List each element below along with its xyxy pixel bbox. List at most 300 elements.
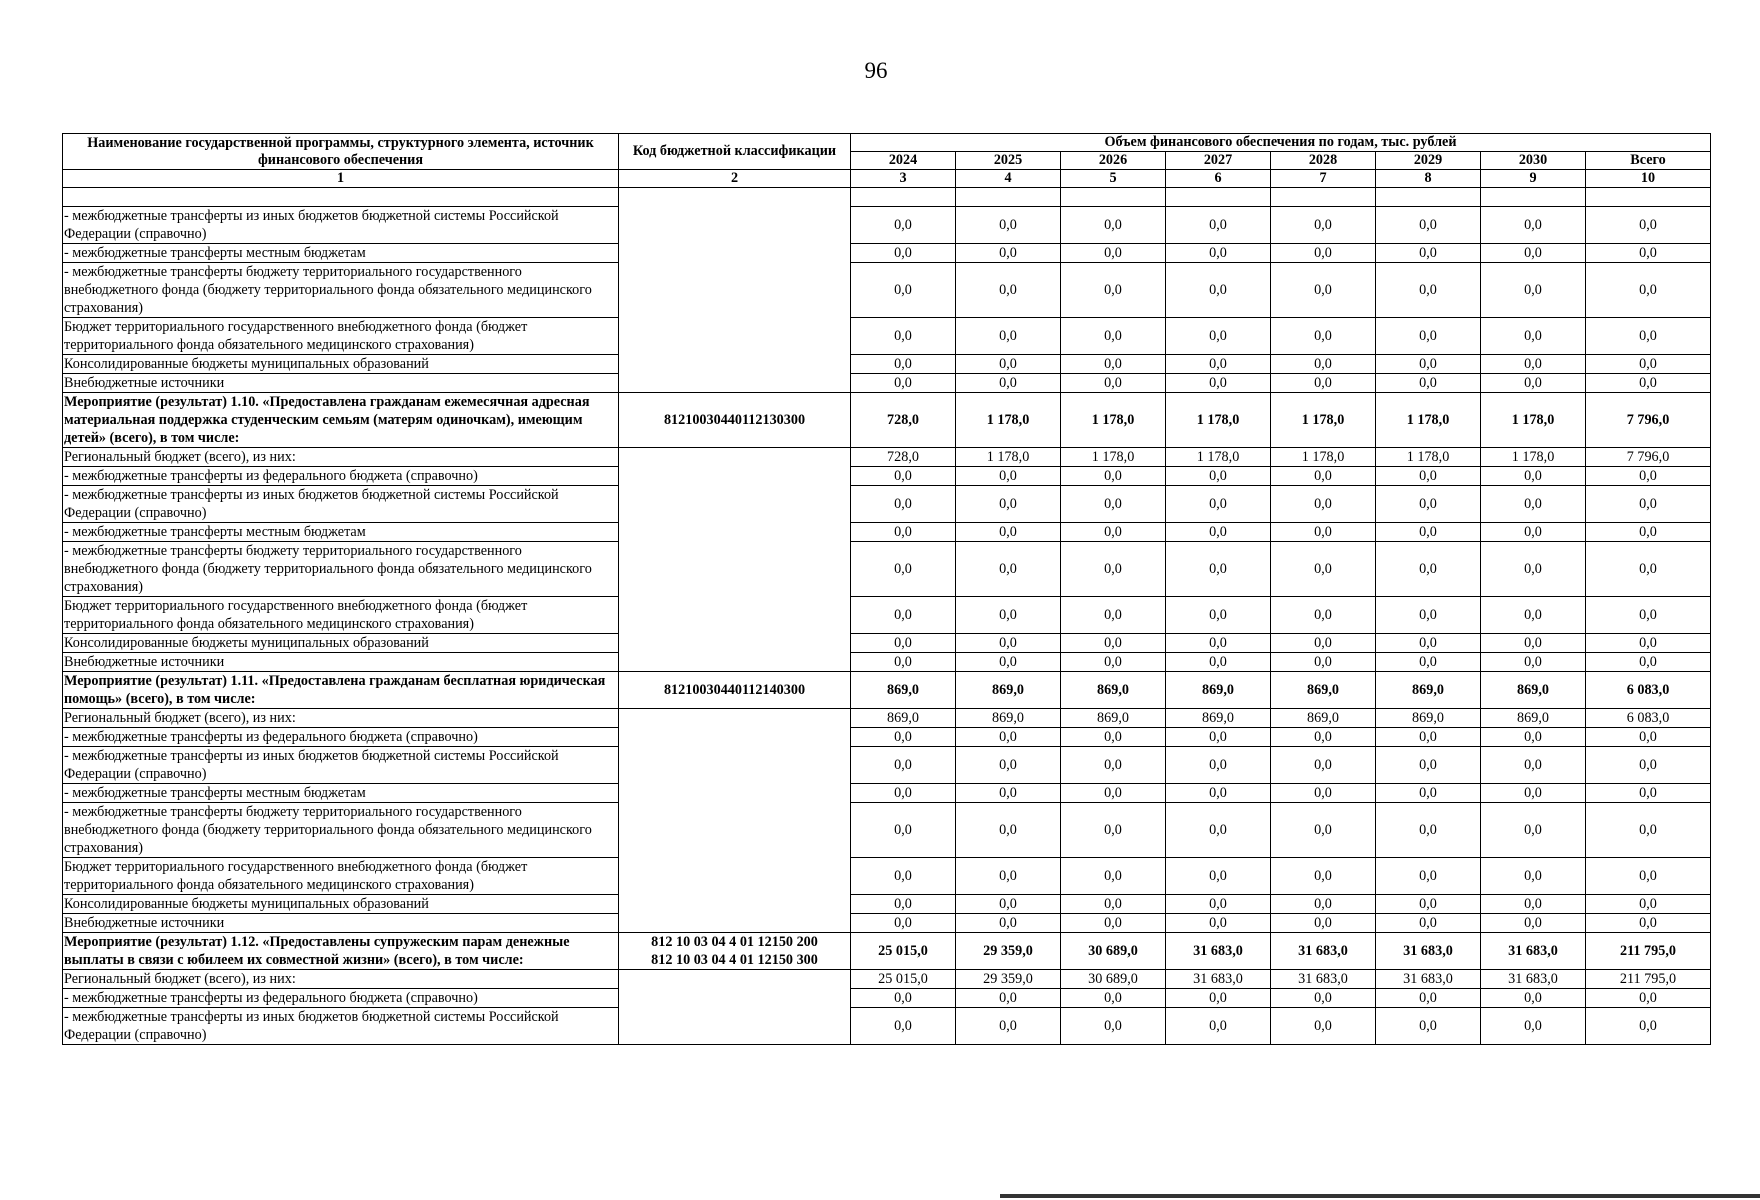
year-value-cell: 0,0 — [851, 634, 956, 653]
year-value-cell: 0,0 — [851, 542, 956, 597]
year-value-cell: 1 178,0 — [1166, 448, 1271, 467]
year-value-cell: 0,0 — [851, 858, 956, 895]
row-name-cell: - межбюджетные трансферты бюджету территориального государственного внебюджетного фонда (бюджету территориального фонда обязательного медицинского страхования) — [63, 263, 619, 318]
total-value-cell: 0,0 — [1586, 263, 1711, 318]
year-value-cell: 0,0 — [1481, 914, 1586, 933]
header-year: 2026 — [1061, 152, 1166, 170]
year-value-cell — [1271, 188, 1376, 207]
year-value-cell: 0,0 — [851, 207, 956, 244]
total-value-cell: 0,0 — [1586, 914, 1711, 933]
year-value-cell: 0,0 — [1061, 895, 1166, 914]
budget-code: 812 10 03 04 4 01 12150 200 — [651, 934, 818, 950]
year-value-cell: 0,0 — [1166, 244, 1271, 263]
year-value-cell: 31 683,0 — [1481, 970, 1586, 989]
total-value-cell: 0,0 — [1586, 1008, 1711, 1045]
table-row — [63, 709, 1711, 728]
year-value-cell: 0,0 — [1271, 914, 1376, 933]
year-value-cell: 0,0 — [1376, 542, 1481, 597]
total-value-cell: 6 083,0 — [1586, 709, 1711, 728]
row-name-cell: - межбюджетные трансферты из иных бюджетов бюджетной системы Российской Федерации (справочно) — [63, 747, 619, 784]
row-name-cell: Мероприятие (результат) 1.12. «Предоставлены супружеским парам денежные выплаты в связи с юбилеем их совместной жизни» (всего), в том числе: — [63, 933, 619, 970]
year-value-cell: 1 178,0 — [1271, 448, 1376, 467]
year-value-cell: 0,0 — [1166, 467, 1271, 486]
header-year: 2025 — [956, 152, 1061, 170]
year-value-cell: 0,0 — [1271, 207, 1376, 244]
header-year: 2024 — [851, 152, 956, 170]
year-value-cell: 869,0 — [956, 672, 1061, 709]
year-value-cell: 0,0 — [1166, 318, 1271, 355]
year-value-cell: 0,0 — [1271, 486, 1376, 523]
row-name-cell: Региональный бюджет (всего), из них: — [63, 709, 619, 728]
header-year: 2027 — [1166, 152, 1271, 170]
year-value-cell: 0,0 — [1481, 542, 1586, 597]
year-value-cell: 0,0 — [1061, 318, 1166, 355]
year-value-cell: 869,0 — [1166, 672, 1271, 709]
year-value-cell: 728,0 — [851, 448, 956, 467]
year-value-cell: 869,0 — [1271, 672, 1376, 709]
year-value-cell: 0,0 — [956, 784, 1061, 803]
year-value-cell: 0,0 — [1166, 523, 1271, 542]
row-name-cell: - межбюджетные трансферты местным бюджетам — [63, 244, 619, 263]
year-value-cell: 0,0 — [956, 318, 1061, 355]
table-row — [63, 263, 1711, 318]
year-value-cell: 869,0 — [1271, 709, 1376, 728]
year-value-cell: 1 178,0 — [1271, 393, 1376, 448]
year-value-cell — [1481, 188, 1586, 207]
year-value-cell: 29 359,0 — [956, 970, 1061, 989]
year-value-cell: 0,0 — [956, 803, 1061, 858]
year-value-cell: 0,0 — [1481, 747, 1586, 784]
row-name-cell: - межбюджетные трансферты местным бюджетам — [63, 523, 619, 542]
column-number: 8 — [1376, 170, 1481, 188]
year-value-cell: 0,0 — [1271, 263, 1376, 318]
year-value-cell: 25 015,0 — [851, 933, 956, 970]
row-name-cell: Региональный бюджет (всего), из них: — [63, 448, 619, 467]
year-value-cell: 0,0 — [956, 728, 1061, 747]
year-value-cell: 0,0 — [851, 895, 956, 914]
year-value-cell: 869,0 — [1166, 709, 1271, 728]
table-row — [63, 188, 1711, 207]
budget-code-cell — [619, 933, 851, 970]
event-row — [63, 933, 1711, 970]
table-header — [63, 134, 1711, 188]
year-value-cell: 0,0 — [956, 486, 1061, 523]
year-value-cell: 0,0 — [1376, 989, 1481, 1008]
table-row — [63, 355, 1711, 374]
year-value-cell: 0,0 — [1061, 803, 1166, 858]
year-value-cell: 728,0 — [851, 393, 956, 448]
year-value-cell: 0,0 — [1166, 747, 1271, 784]
year-value-cell: 0,0 — [1166, 653, 1271, 672]
table-row — [63, 486, 1711, 523]
year-value-cell: 0,0 — [1481, 244, 1586, 263]
year-value-cell: 0,0 — [1376, 914, 1481, 933]
total-value-cell: 0,0 — [1586, 747, 1711, 784]
year-value-cell: 0,0 — [1166, 728, 1271, 747]
column-number: 2 — [619, 170, 851, 188]
header-name-column: Наименование государственной программы, структурного элемента, источник финансового обеспечения — [63, 134, 619, 170]
year-value-cell: 0,0 — [1061, 263, 1166, 318]
year-value-cell: 869,0 — [1481, 709, 1586, 728]
page-number: 96 — [864, 58, 888, 83]
year-value-cell: 0,0 — [1061, 728, 1166, 747]
year-value-cell: 0,0 — [1061, 914, 1166, 933]
column-number: 7 — [1271, 170, 1376, 188]
total-value-cell: 0,0 — [1586, 318, 1711, 355]
year-value-cell: 0,0 — [1061, 244, 1166, 263]
year-value-cell: 0,0 — [1376, 858, 1481, 895]
budget-code-cell — [619, 672, 851, 709]
year-value-cell: 0,0 — [1376, 803, 1481, 858]
budget-code-cell — [619, 188, 851, 393]
total-value-cell: 0,0 — [1586, 374, 1711, 393]
year-value-cell: 0,0 — [851, 914, 956, 933]
year-value-cell: 869,0 — [851, 709, 956, 728]
year-value-cell: 0,0 — [851, 355, 956, 374]
year-value-cell: 0,0 — [1061, 858, 1166, 895]
year-value-cell: 0,0 — [1271, 653, 1376, 672]
year-value-cell: 0,0 — [851, 989, 956, 1008]
table-row — [63, 784, 1711, 803]
year-value-cell: 869,0 — [1061, 672, 1166, 709]
table-row — [63, 803, 1711, 858]
year-value-cell: 0,0 — [1481, 858, 1586, 895]
total-value-cell: 0,0 — [1586, 895, 1711, 914]
year-value-cell: 0,0 — [1271, 784, 1376, 803]
column-number: 10 — [1586, 170, 1711, 188]
budget-code-cell — [619, 393, 851, 448]
column-number: 4 — [956, 170, 1061, 188]
year-value-cell: 0,0 — [851, 1008, 956, 1045]
year-value-cell: 0,0 — [1376, 728, 1481, 747]
year-value-cell — [1166, 188, 1271, 207]
total-value-cell: 0,0 — [1586, 803, 1711, 858]
table-row — [63, 448, 1711, 467]
year-value-cell: 0,0 — [851, 263, 956, 318]
year-value-cell: 1 178,0 — [1481, 393, 1586, 448]
row-name-cell: Консолидированные бюджеты муниципальных образований — [63, 895, 619, 914]
year-value-cell: 0,0 — [956, 263, 1061, 318]
row-name-cell: Бюджет территориального государственного внебюджетного фонда (бюджет территориального фонда обязательного медицинского страхования) — [63, 318, 619, 355]
year-value-cell: 0,0 — [851, 374, 956, 393]
row-name-cell: Внебюджетные источники — [63, 374, 619, 393]
year-value-cell: 0,0 — [1481, 597, 1586, 634]
column-number: 1 — [63, 170, 619, 188]
year-value-cell: 1 178,0 — [1481, 448, 1586, 467]
row-name-cell: - межбюджетные трансферты из иных бюджетов бюджетной системы Российской Федерации (справочно) — [63, 1008, 619, 1045]
header-year: 2029 — [1376, 152, 1481, 170]
year-value-cell — [851, 188, 956, 207]
year-value-cell: 0,0 — [956, 597, 1061, 634]
year-value-cell: 0,0 — [956, 914, 1061, 933]
year-value-cell: 0,0 — [1271, 634, 1376, 653]
budget-code-cell — [619, 709, 851, 933]
row-name-cell: - межбюджетные трансферты бюджету территориального государственного внебюджетного фонда (бюджету территориального фонда обязательного медицинского страхования) — [63, 542, 619, 597]
year-value-cell: 0,0 — [956, 989, 1061, 1008]
year-value-cell: 0,0 — [956, 244, 1061, 263]
year-value-cell: 0,0 — [851, 244, 956, 263]
year-value-cell: 0,0 — [1376, 263, 1481, 318]
year-value-cell: 0,0 — [956, 634, 1061, 653]
row-name-cell: - межбюджетные трансферты из федерального бюджета (справочно) — [63, 728, 619, 747]
table-row — [63, 970, 1711, 989]
row-name-cell: Региональный бюджет (всего), из них: — [63, 970, 619, 989]
total-value-cell: 0,0 — [1586, 989, 1711, 1008]
year-value-cell: 31 683,0 — [1271, 933, 1376, 970]
budget-code: 81210030440112130300 — [663, 412, 806, 428]
year-value-cell: 0,0 — [1166, 895, 1271, 914]
year-value-cell: 25 015,0 — [851, 970, 956, 989]
year-value-cell: 0,0 — [1481, 1008, 1586, 1045]
row-name-cell: Бюджет территориального государственного внебюджетного фонда (бюджет территориального фонда обязательного медицинского страхования) — [63, 858, 619, 895]
year-value-cell: 0,0 — [1166, 914, 1271, 933]
year-value-cell: 0,0 — [1166, 355, 1271, 374]
year-value-cell: 31 683,0 — [1376, 933, 1481, 970]
year-value-cell: 0,0 — [851, 728, 956, 747]
header-year: 2028 — [1271, 152, 1376, 170]
row-name-cell: Консолидированные бюджеты муниципальных образований — [63, 355, 619, 374]
year-value-cell — [956, 188, 1061, 207]
row-name-cell: Внебюджетные источники — [63, 653, 619, 672]
year-value-cell: 0,0 — [1376, 244, 1481, 263]
total-value-cell: 0,0 — [1586, 467, 1711, 486]
event-row — [63, 672, 1711, 709]
year-value-cell: 0,0 — [1061, 374, 1166, 393]
year-value-cell: 0,0 — [1166, 486, 1271, 523]
year-value-cell: 0,0 — [1481, 803, 1586, 858]
year-value-cell: 0,0 — [1271, 244, 1376, 263]
year-value-cell: 0,0 — [1376, 467, 1481, 486]
year-value-cell: 1 178,0 — [956, 448, 1061, 467]
year-value-cell: 0,0 — [1061, 355, 1166, 374]
year-value-cell: 0,0 — [1271, 1008, 1376, 1045]
year-value-cell: 0,0 — [1271, 989, 1376, 1008]
table-row — [63, 914, 1711, 933]
table-row — [63, 597, 1711, 634]
table-row — [63, 634, 1711, 653]
year-value-cell: 0,0 — [1271, 523, 1376, 542]
year-value-cell: 0,0 — [956, 467, 1061, 486]
year-value-cell: 869,0 — [851, 672, 956, 709]
year-value-cell: 0,0 — [956, 523, 1061, 542]
year-value-cell: 0,0 — [1271, 318, 1376, 355]
year-value-cell: 0,0 — [1166, 207, 1271, 244]
column-number: 3 — [851, 170, 956, 188]
total-value-cell: 0,0 — [1586, 634, 1711, 653]
year-value-cell: 869,0 — [1481, 672, 1586, 709]
year-value-cell: 0,0 — [1271, 803, 1376, 858]
year-value-cell: 0,0 — [851, 597, 956, 634]
year-value-cell: 0,0 — [1166, 989, 1271, 1008]
year-value-cell: 1 178,0 — [1376, 393, 1481, 448]
year-value-cell: 0,0 — [1481, 784, 1586, 803]
table-row — [63, 467, 1711, 486]
total-value-cell: 7 796,0 — [1586, 448, 1711, 467]
table-row — [63, 1008, 1711, 1045]
year-value-cell: 0,0 — [1166, 858, 1271, 895]
year-value-cell: 0,0 — [1481, 263, 1586, 318]
year-value-cell: 0,0 — [956, 653, 1061, 672]
year-value-cell: 1 178,0 — [1376, 448, 1481, 467]
year-value-cell: 0,0 — [1061, 653, 1166, 672]
year-value-cell: 0,0 — [1271, 747, 1376, 784]
year-value-cell: 0,0 — [1061, 989, 1166, 1008]
year-value-cell: 0,0 — [1376, 374, 1481, 393]
total-value-cell: 0,0 — [1586, 597, 1711, 634]
year-value-cell: 29 359,0 — [956, 933, 1061, 970]
year-value-cell: 0,0 — [851, 318, 956, 355]
year-value-cell: 0,0 — [1376, 207, 1481, 244]
total-value-cell: 0,0 — [1586, 523, 1711, 542]
year-value-cell: 0,0 — [1061, 784, 1166, 803]
year-value-cell: 0,0 — [1166, 374, 1271, 393]
row-name-cell: - межбюджетные трансферты местным бюджетам — [63, 784, 619, 803]
year-value-cell: 0,0 — [1376, 634, 1481, 653]
row-name-cell: - межбюджетные трансферты из иных бюджетов бюджетной системы Российской Федерации (справочно) — [63, 486, 619, 523]
year-value-cell: 0,0 — [851, 653, 956, 672]
year-value-cell: 31 683,0 — [1271, 970, 1376, 989]
year-value-cell: 0,0 — [956, 355, 1061, 374]
year-value-cell — [1376, 188, 1481, 207]
year-value-cell: 31 683,0 — [1166, 970, 1271, 989]
year-value-cell: 869,0 — [1376, 672, 1481, 709]
table-row — [63, 207, 1711, 244]
budget-code: 81210030440112140300 — [663, 682, 806, 698]
year-value-cell: 0,0 — [851, 784, 956, 803]
year-value-cell: 0,0 — [1271, 895, 1376, 914]
year-value-cell: 1 178,0 — [956, 393, 1061, 448]
year-value-cell: 869,0 — [1061, 709, 1166, 728]
year-value-cell: 0,0 — [1271, 467, 1376, 486]
total-value-cell: 0,0 — [1586, 784, 1711, 803]
table-row — [63, 728, 1711, 747]
year-value-cell: 0,0 — [1376, 597, 1481, 634]
year-value-cell: 0,0 — [956, 207, 1061, 244]
year-value-cell: 0,0 — [1376, 318, 1481, 355]
year-value-cell: 30 689,0 — [1061, 933, 1166, 970]
budget-code-cell — [619, 448, 851, 672]
year-value-cell: 0,0 — [851, 467, 956, 486]
total-value-cell: 0,0 — [1586, 858, 1711, 895]
year-value-cell: 0,0 — [1481, 653, 1586, 672]
year-value-cell: 0,0 — [851, 523, 956, 542]
year-value-cell: 1 178,0 — [1061, 393, 1166, 448]
year-value-cell: 0,0 — [1061, 467, 1166, 486]
year-value-cell: 0,0 — [1481, 728, 1586, 747]
total-value-cell: 0,0 — [1586, 728, 1711, 747]
year-value-cell: 0,0 — [1481, 895, 1586, 914]
year-value-cell: 0,0 — [1166, 542, 1271, 597]
total-value-cell: 0,0 — [1586, 244, 1711, 263]
year-value-cell: 0,0 — [1481, 467, 1586, 486]
row-name-cell: Мероприятие (результат) 1.10. «Предоставлена гражданам ежемесячная адресная материальная поддержка студенческим семьям (матерям одиночкам), имеющим детей» (всего), в том числе: — [63, 393, 619, 448]
year-value-cell: 0,0 — [1271, 858, 1376, 895]
year-value-cell: 0,0 — [956, 895, 1061, 914]
year-value-cell: 0,0 — [1481, 486, 1586, 523]
year-value-cell: 31 683,0 — [1376, 970, 1481, 989]
year-value-cell: 0,0 — [1271, 355, 1376, 374]
year-value-cell: 0,0 — [1376, 523, 1481, 542]
total-value-cell: 0,0 — [1586, 653, 1711, 672]
row-name-cell — [63, 188, 619, 207]
table-row — [63, 244, 1711, 263]
year-value-cell: 0,0 — [1481, 318, 1586, 355]
year-value-cell: 0,0 — [1061, 1008, 1166, 1045]
total-value-cell — [1586, 188, 1711, 207]
table-row — [63, 542, 1711, 597]
total-value-cell: 6 083,0 — [1586, 672, 1711, 709]
year-value-cell: 0,0 — [1061, 634, 1166, 653]
column-number: 5 — [1061, 170, 1166, 188]
year-value-cell: 0,0 — [1481, 374, 1586, 393]
row-name-cell: - межбюджетные трансферты из федерального бюджета (справочно) — [63, 467, 619, 486]
year-value-cell: 0,0 — [1481, 355, 1586, 374]
row-name-cell: - межбюджетные трансферты бюджету территориального государственного внебюджетного фонда (бюджету территориального фонда обязательного медицинского страхования) — [63, 803, 619, 858]
header-code-column: Код бюджетной классификации — [619, 134, 851, 170]
table-row — [63, 374, 1711, 393]
year-value-cell: 0,0 — [1376, 653, 1481, 672]
year-value-cell — [1061, 188, 1166, 207]
row-name-cell: Мероприятие (результат) 1.11. «Предоставлена гражданам бесплатная юридическая помощь» (всего), в том числе: — [63, 672, 619, 709]
year-value-cell: 0,0 — [851, 803, 956, 858]
total-value-cell: 0,0 — [1586, 207, 1711, 244]
header-total: Всего — [1586, 152, 1711, 170]
row-name-cell: - межбюджетные трансферты из иных бюджетов бюджетной системы Российской Федерации (справочно) — [63, 207, 619, 244]
year-value-cell: 0,0 — [1481, 523, 1586, 542]
column-number: 6 — [1166, 170, 1271, 188]
year-value-cell: 0,0 — [851, 486, 956, 523]
year-value-cell: 0,0 — [1166, 803, 1271, 858]
table-row — [63, 747, 1711, 784]
budget-code-cell — [619, 970, 851, 1045]
year-value-cell: 0,0 — [1061, 747, 1166, 784]
year-value-cell: 0,0 — [1376, 486, 1481, 523]
year-value-cell: 0,0 — [956, 374, 1061, 393]
year-value-cell: 0,0 — [1376, 895, 1481, 914]
year-value-cell: 0,0 — [1166, 597, 1271, 634]
year-value-cell: 0,0 — [1481, 634, 1586, 653]
scan-edge-line — [1000, 1194, 1760, 1198]
year-value-cell: 1 178,0 — [1166, 393, 1271, 448]
year-value-cell: 1 178,0 — [1061, 448, 1166, 467]
year-value-cell: 0,0 — [1376, 1008, 1481, 1045]
row-name-cell: Бюджет территориального государственного внебюджетного фонда (бюджет территориального фонда обязательного медицинского страхования) — [63, 597, 619, 634]
table-row — [63, 989, 1711, 1008]
year-value-cell: 0,0 — [1376, 355, 1481, 374]
total-value-cell: 211 795,0 — [1586, 970, 1711, 989]
year-value-cell: 0,0 — [1271, 542, 1376, 597]
year-value-cell: 0,0 — [1166, 1008, 1271, 1045]
table-row — [63, 653, 1711, 672]
year-value-cell: 869,0 — [956, 709, 1061, 728]
year-value-cell: 31 683,0 — [1481, 933, 1586, 970]
year-value-cell: 0,0 — [851, 747, 956, 784]
year-value-cell: 0,0 — [956, 747, 1061, 784]
year-value-cell: 869,0 — [1376, 709, 1481, 728]
year-value-cell: 0,0 — [1481, 207, 1586, 244]
table-row — [63, 523, 1711, 542]
row-name-cell: - межбюджетные трансферты из федерального бюджета (справочно) — [63, 989, 619, 1008]
year-value-cell: 0,0 — [1376, 747, 1481, 784]
row-name-cell: Внебюджетные источники — [63, 914, 619, 933]
year-value-cell: 0,0 — [1271, 728, 1376, 747]
table-row — [63, 318, 1711, 355]
total-value-cell: 0,0 — [1586, 355, 1711, 374]
year-value-cell: 0,0 — [1166, 784, 1271, 803]
event-row — [63, 393, 1711, 448]
year-value-cell: 0,0 — [956, 1008, 1061, 1045]
table-row — [63, 895, 1711, 914]
